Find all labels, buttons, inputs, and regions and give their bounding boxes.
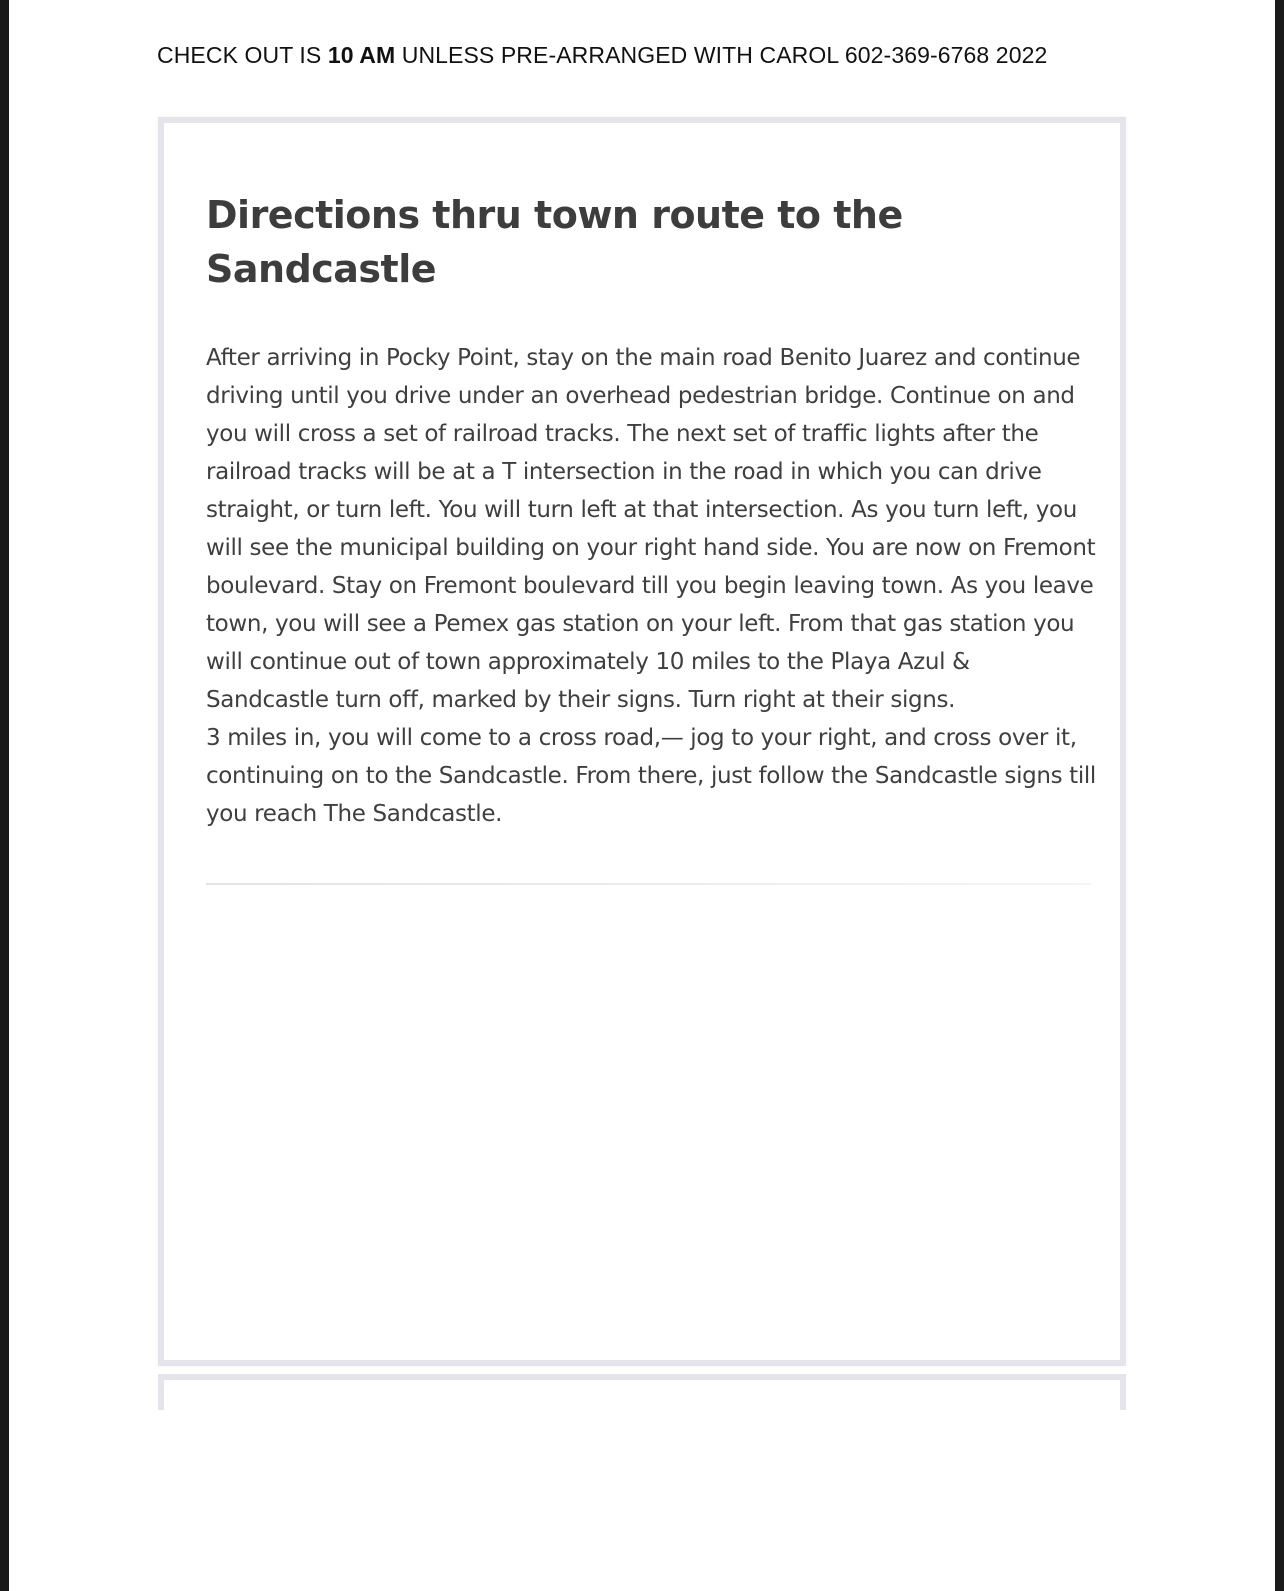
notice-suffix: UNLESS PRE-ARRANGED WITH CAROL 602-369-6768 2022 bbox=[395, 42, 1048, 68]
notice-time: 10 AM bbox=[327, 42, 396, 68]
notice-prefix: CHECK OUT IS bbox=[157, 42, 328, 68]
next-card-edge bbox=[158, 1374, 1126, 1414]
directions-card bbox=[158, 117, 1126, 1366]
left-edge-border bbox=[0, 0, 9, 1591]
right-edge-border bbox=[1275, 0, 1284, 1591]
page-bottom-background bbox=[150, 1410, 1140, 1430]
directions-title: Directions thru town route to the Sandcastle bbox=[206, 193, 903, 291]
directions-paragraph: After arriving in Pocky Point, stay on the main road Benito Juarez and continue driving until you drive under an overhead pedestrian bridge. Continue on and you will cross a set of railroad tracks. The next set of traffic lights after the railroad tracks will be at a T intersection in the road in which you can drive straight, or turn left. You will turn left at that intersection. As you turn left, you will see the municipal building on your right hand side. You are now on Fremont boulevard. Stay on Fremont boulevard till you begin leaving town. As you leave town, you will see a Pemex gas station on your left. From that gas station you will continue out of town approximately 10 miles to the Playa Azul & Sandcastle turn off, marked by their signs. Turn right at their signs. bbox=[206, 345, 1096, 713]
directions-body bbox=[206, 339, 1096, 833]
checkout-notice bbox=[157, 42, 1047, 69]
section-divider bbox=[206, 883, 1092, 885]
directions-paragraph: 3 miles in, you will come to a cross road,— jog to your right, and cross over it, continuing on to the Sandcastle. From there, just follow the Sandcastle signs till you reach The Sandcastle. bbox=[206, 725, 1096, 827]
